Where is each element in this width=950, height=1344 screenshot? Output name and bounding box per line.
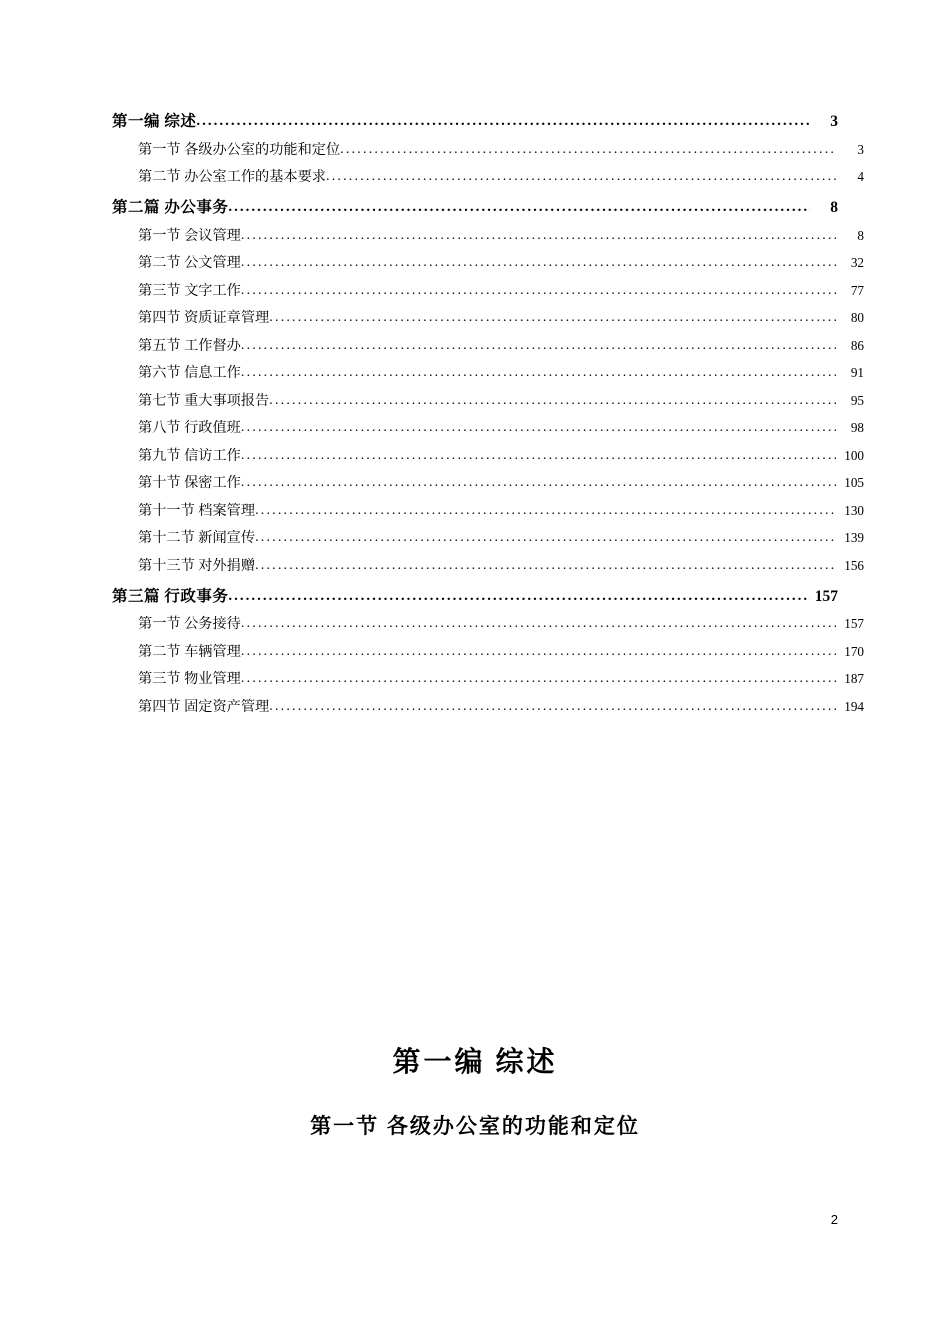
toc-leader-dots: [228, 588, 810, 605]
toc-leader-dots: [241, 616, 836, 632]
toc-leader-dots: [340, 142, 836, 158]
toc-entry-label: 第三篇 行政事务: [112, 587, 229, 605]
toc-entry-page: 86: [850, 337, 864, 353]
toc-entry-label: 第七节 重大事项报告: [138, 392, 270, 409]
toc-entry[interactable]: [112, 696, 864, 716]
toc-leader-dots: [241, 420, 836, 436]
toc-entry-page: 8: [857, 227, 864, 243]
toc-entry-page: 80: [850, 310, 864, 325]
toc-leader-dots: [241, 338, 836, 354]
toc-entry[interactable]: [112, 280, 864, 300]
toc-entry[interactable]: [112, 252, 864, 272]
toc-entry[interactable]: [112, 390, 864, 410]
toc-leader-dots: [241, 365, 836, 381]
toc-entry[interactable]: [112, 527, 864, 547]
toc-entry-label: 第十三节 对外捐赠: [138, 557, 256, 574]
toc-entry[interactable]: [112, 335, 864, 355]
toc-entry[interactable]: [112, 613, 864, 633]
toc-leader-dots: [228, 199, 810, 216]
toc-entry-label: 第一节 会议管理: [138, 227, 241, 244]
toc-entry[interactable]: [112, 417, 864, 437]
toc-leader-dots: [255, 530, 836, 546]
toc-entry-page: 77: [850, 282, 864, 298]
toc-entry-page: 170: [844, 643, 864, 659]
toc-entry-page: 8: [830, 199, 838, 216]
toc-entry-page: 130: [844, 502, 864, 518]
toc-leader-dots: [241, 283, 836, 299]
toc-entry-page: 157: [844, 616, 864, 631]
toc-entry-page: 95: [850, 392, 864, 408]
toc-entry[interactable]: [112, 668, 864, 688]
toc-entry[interactable]: [112, 139, 864, 159]
toc-entry-page: 4: [857, 169, 864, 184]
toc-entry[interactable]: [112, 445, 864, 465]
page-title: 第一编 综述: [392, 1047, 558, 1078]
toc-entry-page: 194: [844, 698, 864, 714]
toc-leader-dots: [241, 644, 836, 660]
toc-entry-label: 第二节 办公室工作的基本要求: [138, 169, 326, 185]
toc-entry-label: 第十一节 档案管理: [138, 502, 256, 519]
toc-entry-label: 第八节 行政值班: [138, 420, 241, 436]
toc-entry-label: 第一编 综述: [112, 113, 197, 130]
toc-entry[interactable]: [112, 109, 838, 131]
toc-entry[interactable]: [112, 584, 838, 606]
toc-entry-label: 第五节 工作督办: [138, 337, 241, 354]
toc-leader-dots: [241, 448, 836, 464]
toc-entry-page: 139: [844, 530, 864, 545]
toc-entry[interactable]: [112, 362, 864, 382]
toc-entry-page: 32: [850, 255, 864, 270]
toc-leader-dots: [241, 228, 836, 244]
toc-entry[interactable]: [112, 472, 864, 492]
toc-entry-label: 第十二节 新闻宣传: [138, 530, 256, 546]
toc-entry-page: 98: [850, 420, 864, 435]
toc-entry-label: 第一节 公务接待: [138, 616, 241, 632]
toc-entry-page: 157: [814, 587, 838, 605]
table-of-contents: [112, 109, 864, 716]
toc-leader-dots: [196, 113, 810, 130]
toc-leader-dots: [269, 393, 836, 409]
toc-entry[interactable]: [112, 166, 864, 186]
toc-entry-label: 第六节 信息工作: [138, 365, 241, 381]
toc-entry-page: 100: [844, 447, 864, 463]
toc-entry[interactable]: [112, 555, 864, 575]
toc-entry-label: 第十节 保密工作: [138, 475, 241, 491]
toc-entry-label: 第二节 公文管理: [138, 255, 241, 271]
toc-entry-page: 187: [844, 671, 864, 686]
toc-entry-label: 第九节 信访工作: [138, 447, 241, 464]
toc-leader-dots: [269, 699, 836, 715]
toc-entry[interactable]: [112, 641, 864, 661]
toc-entry-page: 105: [844, 475, 864, 490]
toc-entry[interactable]: [112, 195, 838, 217]
toc-entry[interactable]: [112, 500, 864, 520]
toc-entry[interactable]: [112, 225, 864, 245]
toc-entry-page: 3: [830, 113, 838, 130]
toc-entry-label: 第一节 各级办公室的功能和定位: [138, 141, 341, 158]
toc-entry-label: 第三节 物业管理: [138, 671, 241, 687]
toc-entry-label: 第四节 资质证章管理: [138, 310, 270, 326]
toc-leader-dots: [269, 310, 836, 326]
toc-leader-dots: [241, 255, 836, 271]
toc-entry-page: 156: [844, 557, 864, 573]
toc-entry-label: 第二节 车辆管理: [138, 643, 241, 660]
toc-entry-label: 第三节 文字工作: [138, 282, 241, 299]
toc-leader-dots: [255, 503, 836, 519]
toc-entry-label: 第二篇 办公事务: [112, 199, 229, 216]
toc-entry-label: 第四节 固定资产管理: [138, 698, 270, 715]
toc-leader-dots: [255, 558, 836, 574]
toc-leader-dots: [241, 475, 836, 491]
section-title: 第一节 各级办公室的功能和定位: [310, 1115, 640, 1138]
toc-entry-page: 91: [850, 365, 864, 380]
toc-leader-dots: [326, 169, 836, 185]
toc-entry-page: 3: [857, 141, 864, 157]
toc-entry[interactable]: [112, 307, 864, 327]
toc-leader-dots: [241, 671, 836, 687]
page-number: 2: [830, 1212, 838, 1227]
